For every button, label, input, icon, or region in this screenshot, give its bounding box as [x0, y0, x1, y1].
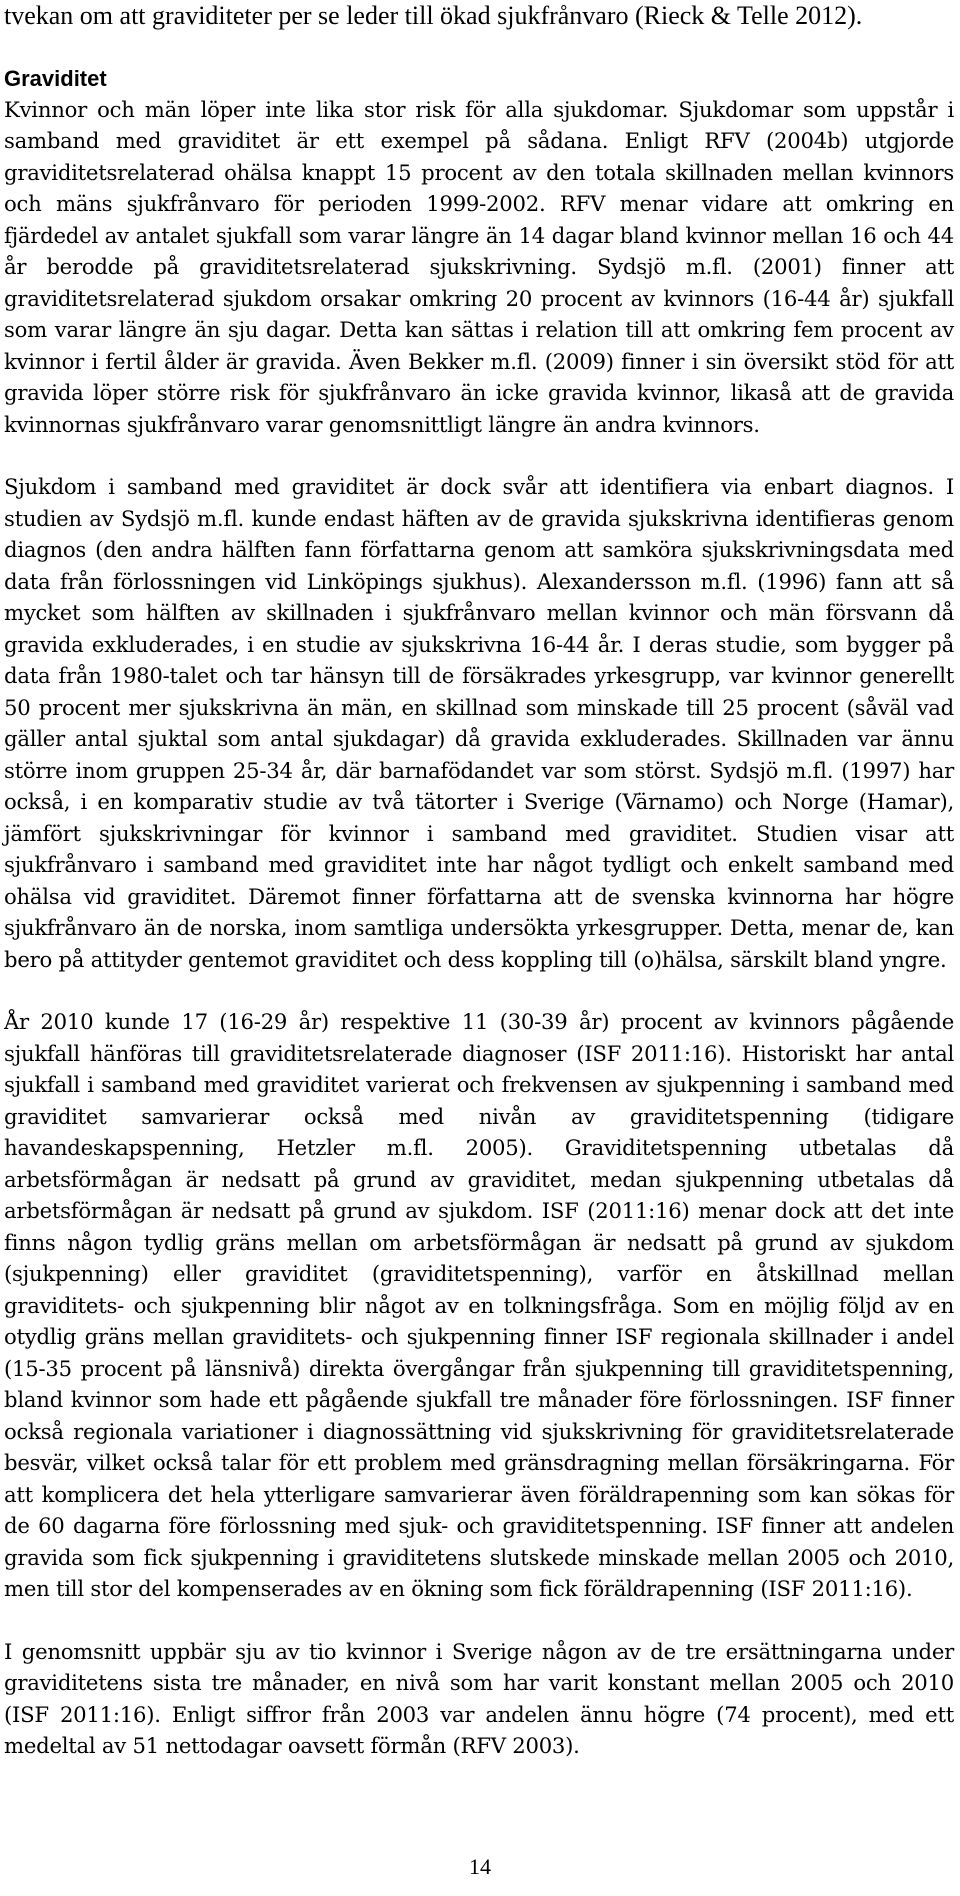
- page-number: 14: [469, 1854, 491, 1879]
- paragraph-4: I genomsnitt uppbär sju av tio kvinnor i Sverige någon av de tre ersättningarna under graviditetens sista tre månader, en nivå som har varit konstant mellan 2005 och 2010 (ISF 2011:16). Enligt siffror från 2003 var andelen ännu högre (74 procent), med ett medeltal av 51 nettodagar oavsett förmån (RFV 2003).: [4, 1638, 954, 1758]
- intro-paragraph: [4, 0, 954, 32]
- section-heading: Graviditet: [4, 65, 107, 91]
- intro-text: tvekan om att graviditeter per se leder till ökad sjukfrånvaro (Rieck & Telle 2012).: [4, 1, 863, 30]
- paragraph-1: Kvinnor och män löper inte lika stor risk för alla sjukdomar. Sjukdomar som uppstår i samband med graviditet är ett exempel på sådana. Enligt RFV (2004b) utgjorde graviditetsrelaterad ohälsa knappt 15 procent av den totala skillnaden mellan kvinnors och mäns sjukfrånvaro för perioden 1999-2002. RFV menar vidare att omkring en fjärdedel av antalet sjukfall som varar längre än 14 dagar bland kvinnor mellan 16 och 44 år berodde på graviditetsrelaterad sjukskrivning. Sydsjö m.fl. (2001) finner att graviditetsrelaterad sjukdom orsakar omkring 20 procent av kvinnors (16-44 år) sjukfall som varar längre än sju dagar. Detta kan sättas i relation till att omkring fem procent av kvinnor i fertil ålder är gravida. Även Bekker m.fl. (2009) finner i sin översikt stöd för att gravida löper större risk för sjukfrånvaro än icke gravida kvinnor, likaså att de gravida kvinnornas sjukfrånvaro varar genomsnittligt längre än andra kvinnors.: [4, 96, 954, 437]
- paragraph-2: Sjukdom i samband med graviditet är dock svår att identifiera via enbart diagnos. I studien av Sydsjö m.fl. kunde endast häften av de gravida sjukskrivna identifieras genom diagnos (den andra hälften fann författarna genom att samköra sjukskrivningsdata med data från förlossningen vid Linköpings sjukhus). Alexandersson m.fl. (1996) fann att så mycket som hälften av skillnaden i sjukfrånvaro mellan kvinnor och män försvann då gravida exkluderades, i en studie av sjukskrivna 16-44 år. I deras studie, som bygger på data från 1980-talet och tar hänsyn till de försäkrades yrkesgrupp, var kvinnor generellt 50 procent mer sjukskrivna än män, en skillnad som minskade till 25 procent (såväl vad gäller antal sjuktal som antal sjukdagar) då gravida exkluderades. Skillnaden var ännu större inom gruppen 25-34 år, där barnafödandet var som störst. Sydsjö m.fl. (1997) har också, i en komparativ studie av två tätorter i Sverige (Värnamo) och Norge (Hamar), jämfört sjukskrivningar för kvinnor i samband med graviditet. Studien visar att sjukfrånvaro i samband med graviditet inte har något tydligt och enkelt samband med ohälsa vid graviditet. Däremot finner författarna att de svenska kvinnorna har högre sjukfrånvaro än de norska, inom samtliga undersökta yrkesgrupper. Detta, menar de, kan bero på attityder gentemot graviditet och dess koppling till (o)hälsa, särskilt bland yngre.: [4, 474, 954, 972]
- document-page: [4, 0, 954, 1762]
- paragraph-3: År 2010 kunde 17 (16-29 år) respektive 11 (30-39 år) procent av kvinnors pågående sjukfall hänföras till graviditetsrelaterade diagnoser (ISF 2011:16). Historiskt har antal sjukfall i samband med graviditet varierat och frekvensen av sjukpenning i samband med graviditet samvarierar också med nivån av graviditetspenning (tidigare havandeskapspenning, Hetzler m.fl. 2005). Graviditetspenning utbetalas då arbetsförmågan är nedsatt på grund av graviditet, medan sjukpenning utbetalas då arbetsförmågan är nedsatt på grund av sjukdom. ISF (2011:16) menar dock att det inte finns någon tydlig gräns mellan om arbetsförmågan är nedsatt på grund av sjukdom (sjukpenning) eller graviditet (graviditetspenning), varför en åtskillnad mellan graviditets- och sjukpenning blir något av en tolkningsfråga. Som en möjlig följd av en otydlig gräns mellan graviditets- och sjukpenning finner ISF regionala skillnader i andel (15-35 procent på länsnivå) direkta övergångar från sjukpenning till graviditetspenning, bland kvinnor som hade ett pågående sjukfall tre månader före förlossningen. ISF finner också regionala variationer i diagnossättning vid sjukskrivning för graviditetsrelaterade besvär, vilket också talar för ett problem med gränsdragning mellan försäkringarna. För att komplicera det hela ytterligare samvarierar även föräldrapenning som kan sökas för de 60 dagarna före förlossning med sjuk- och graviditetspenning. ISF finner att andelen gravida som fick sjukpenning i graviditetens slutskede minskade mellan 2005 och 2010, men till stor del kompenserades av en ökning som fick föräldrapenning (ISF 2011:16).: [4, 1009, 954, 1601]
